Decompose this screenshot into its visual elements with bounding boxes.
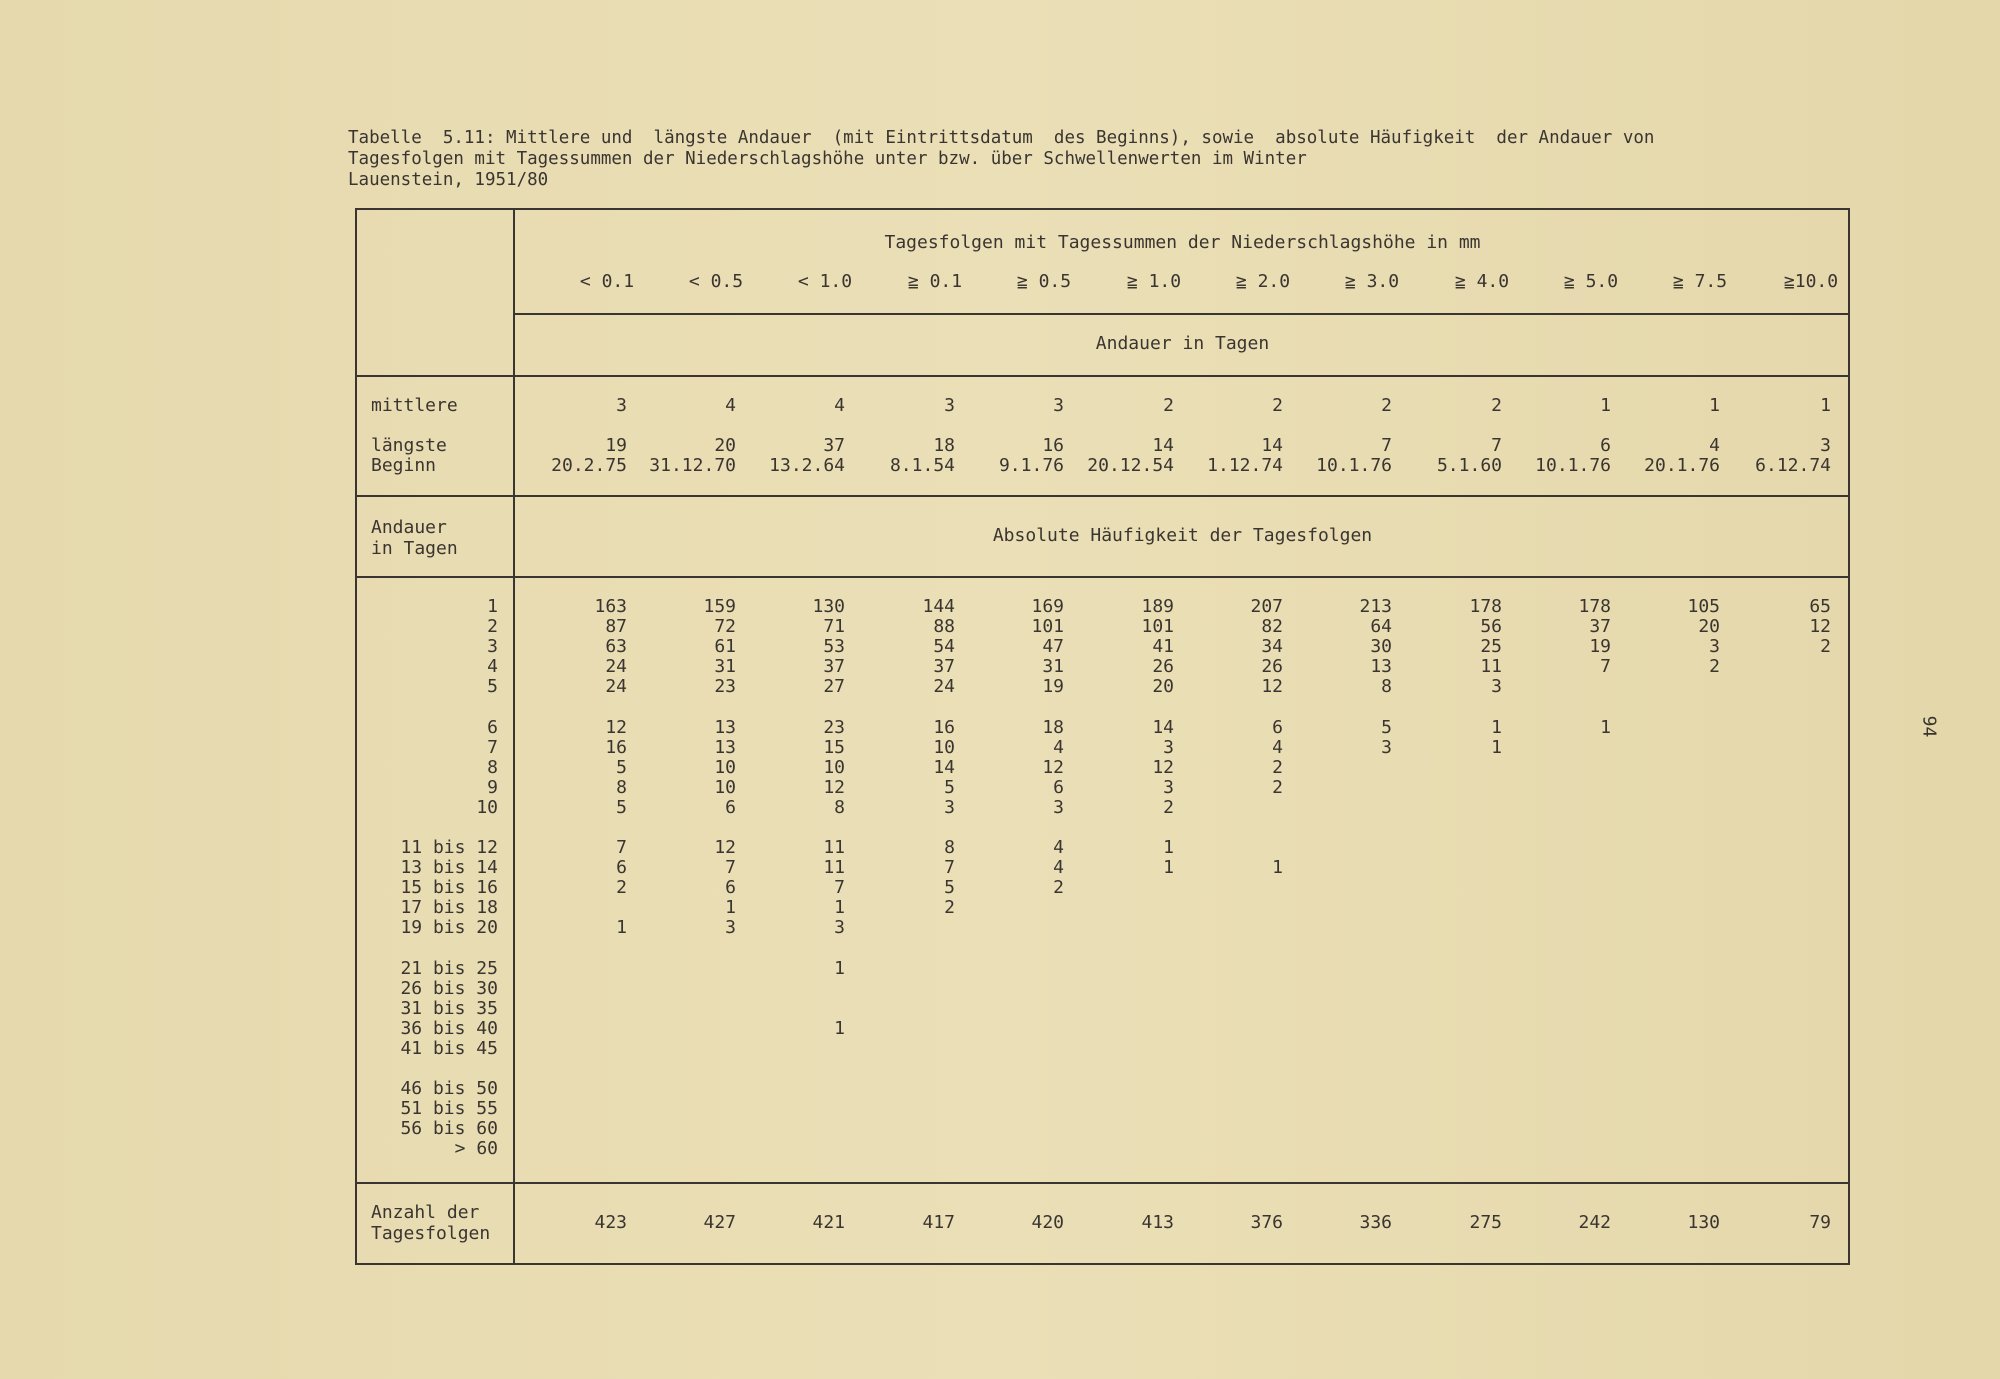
freq-cell: 61 <box>714 636 736 658</box>
laengste-label: längste <box>371 435 447 456</box>
freq-row-label: 36 bis 40 <box>400 1017 498 1039</box>
freq-row-label: 1 <box>487 596 498 617</box>
freq-cell: 24 <box>605 656 627 678</box>
freq-cell: 30 <box>1370 636 1392 658</box>
freq-cell: 65 <box>1809 596 1831 617</box>
freq-cell: 3 <box>1163 736 1174 758</box>
freq-cell: 11 <box>1480 656 1502 678</box>
freq-cell: 213 <box>1359 596 1392 617</box>
freq-cell: 3 <box>1053 796 1064 818</box>
freq-row-label: 4 <box>487 656 498 678</box>
total-value: 376 <box>1250 1212 1283 1233</box>
group-title: Tagesfolgen mit Tagessummen der Niederschlagshöhe in mm <box>884 232 1481 253</box>
freq-row-label: 46 bis 50 <box>400 1078 498 1099</box>
mittlere-value: 3 <box>944 395 955 416</box>
freq-cell: 12 <box>1042 756 1064 778</box>
freq-cell: 3 <box>1709 636 1720 658</box>
laengste-value: 14 <box>1261 435 1283 456</box>
freq-cell: 24 <box>605 676 627 698</box>
freq-row-label: 7 <box>487 736 498 758</box>
freq-cell: 1 <box>616 917 627 939</box>
mittlere-label: mittlere <box>371 395 458 416</box>
freq-cell: 2 <box>1163 796 1174 818</box>
freq-cell: 16 <box>933 716 955 738</box>
freq-cell: 105 <box>1687 596 1720 617</box>
total-value: 79 <box>1809 1212 1831 1233</box>
freq-cell: 1 <box>1272 857 1283 879</box>
freq-row-label: 17 bis 18 <box>400 897 498 919</box>
freq-cell: 88 <box>933 616 955 638</box>
freq-cell: 2 <box>616 877 627 899</box>
freq-cell: 3 <box>944 796 955 818</box>
mittlere-value: 3 <box>616 395 627 416</box>
freq-cell: 1 <box>725 897 736 919</box>
freq-cell: 7 <box>834 877 845 899</box>
freq-cell: 2 <box>1272 756 1283 778</box>
freq-cell: 101 <box>1141 616 1174 638</box>
freq-cell: 5 <box>616 796 627 818</box>
freq-cell: 82 <box>1261 616 1283 638</box>
freq-cell: 2 <box>1053 877 1064 899</box>
total-value: 336 <box>1359 1212 1392 1233</box>
freq-cell: 14 <box>933 756 955 778</box>
freq-row-label: 11 bis 12 <box>400 837 498 858</box>
freq-cell: 163 <box>594 596 627 617</box>
freq-cell: 7 <box>725 857 736 879</box>
freq-row-label: 26 bis 30 <box>400 977 498 999</box>
threshold-header: ≧ 7.5 <box>1672 271 1728 292</box>
laengste-value: 37 <box>823 435 845 456</box>
freq-cell: 3 <box>834 917 845 939</box>
threshold-header: ≧ 0.5 <box>1016 271 1072 292</box>
freq-cell: 12 <box>1809 616 1831 638</box>
freq-row-label: 9 <box>487 776 498 798</box>
freq-cell: 13 <box>714 736 736 758</box>
total-value: 275 <box>1469 1212 1502 1233</box>
freq-cell: 3 <box>1491 676 1502 698</box>
freq-cell: 31 <box>1042 656 1064 678</box>
freq-cell: 13 <box>1370 656 1392 678</box>
laengste-value: 19 <box>605 435 627 456</box>
freq-cell: 15 <box>823 736 845 758</box>
freq-cell: 16 <box>605 736 627 758</box>
freq-cell: 56 <box>1480 616 1502 638</box>
table-caption <box>348 128 1858 191</box>
freq-cell: 1 <box>1491 716 1502 738</box>
freq-cell: 87 <box>605 616 627 638</box>
laengste-value: 20 <box>714 435 736 456</box>
freq-cell: 23 <box>714 676 736 698</box>
freq-cell: 37 <box>933 656 955 678</box>
freq-cell: 12 <box>1152 756 1174 778</box>
freq-row-label: 56 bis 60 <box>400 1118 498 1140</box>
freq-cell: 178 <box>1578 596 1611 617</box>
freq-cell: 14 <box>1152 716 1174 738</box>
mittlere-value: 1 <box>1600 395 1611 416</box>
total-value: 421 <box>812 1212 845 1233</box>
freq-cell: 12 <box>605 716 627 738</box>
freq-cell: 47 <box>1042 636 1064 658</box>
freq-cell: 6 <box>1053 776 1064 798</box>
freq-cell: 159 <box>703 596 736 617</box>
freq-cell: 178 <box>1469 596 1502 617</box>
freq-cell: 25 <box>1480 636 1502 658</box>
andauer-divider <box>357 375 1848 377</box>
freq-cell: 12 <box>823 776 845 798</box>
freq-cell: 2 <box>1820 636 1831 658</box>
freq-header-divider <box>357 576 1848 578</box>
beginn-date: 20.12.54 <box>1087 455 1174 476</box>
freq-cell: 189 <box>1141 596 1174 617</box>
totals-divider <box>357 1182 1848 1184</box>
freq-cell: 6 <box>725 796 736 818</box>
freq-cell: 5 <box>944 877 955 899</box>
threshold-header: ≧ 0.1 <box>907 271 963 292</box>
freq-cell: 8 <box>1381 676 1392 698</box>
threshold-header: ≧ 2.0 <box>1235 271 1291 292</box>
freq-cell: 26 <box>1261 656 1283 678</box>
column-divider <box>513 210 515 1263</box>
laengste-value: 6 <box>1600 435 1611 456</box>
caption-line-1: Tabelle 5.11: Mittlere und längste Andauer (mit Eintrittsdatum des Beginns), sowie absolute Häufigkeit der Andauer von <box>348 128 1655 148</box>
beginn-date: 20.1.76 <box>1644 455 1720 476</box>
freq-cell: 1 <box>834 957 845 979</box>
mittlere-value: 2 <box>1491 395 1502 416</box>
laengste-value: 14 <box>1152 435 1174 456</box>
freq-cell: 13 <box>714 716 736 738</box>
total-value: 427 <box>703 1212 736 1233</box>
andauer-title: Andauer in Tagen <box>1095 333 1270 354</box>
freq-cell: 101 <box>1031 616 1064 638</box>
beginn-date: 5.1.60 <box>1436 455 1502 476</box>
threshold-header: < 0.1 <box>579 271 635 292</box>
totals-label <box>371 1202 490 1244</box>
freq-cell: 169 <box>1031 596 1064 617</box>
freq-cell: 8 <box>616 776 627 798</box>
freq-cell: 7 <box>1600 656 1611 678</box>
total-value: 423 <box>594 1212 627 1233</box>
freq-row-label: 31 bis 35 <box>400 997 498 1019</box>
beginn-date: 31.12.70 <box>649 455 736 476</box>
freq-row-label: 8 <box>487 756 498 778</box>
freq-cell: 71 <box>823 616 845 638</box>
freq-row-label: 15 bis 16 <box>400 877 498 899</box>
freq-cell: 3 <box>1381 736 1392 758</box>
freq-cell: 11 <box>823 837 845 858</box>
freq-cell: 10 <box>823 756 845 778</box>
page-number: 94 <box>1918 715 1940 738</box>
freq-row-header-line-2: in Tagen <box>371 538 458 559</box>
freq-cell: 41 <box>1152 636 1174 658</box>
freq-cell: 31 <box>714 656 736 678</box>
freq-cell: 7 <box>616 837 627 858</box>
freq-cell: 1 <box>1491 736 1502 758</box>
laengste-value: 7 <box>1381 435 1392 456</box>
total-value: 413 <box>1141 1212 1174 1233</box>
freq-cell: 72 <box>714 616 736 638</box>
freq-cell: 207 <box>1250 596 1283 617</box>
caption-line-2: Tagesfolgen mit Tagessummen der Niederschlagshöhe unter bzw. über Schwellenwerten im Winter <box>348 149 1307 169</box>
freq-cell: 5 <box>616 756 627 778</box>
threshold-header: ≧10.0 <box>1783 271 1839 292</box>
freq-cell: 19 <box>1589 636 1611 658</box>
freq-cell: 12 <box>1261 676 1283 698</box>
freq-row-label: 5 <box>487 676 498 698</box>
freq-cell: 34 <box>1261 636 1283 658</box>
freq-row-label: > 60 <box>454 1138 498 1160</box>
data-table <box>355 208 1850 1265</box>
total-value: 420 <box>1031 1212 1064 1233</box>
mittlere-value: 1 <box>1820 395 1831 416</box>
threshold-header: ≧ 5.0 <box>1563 271 1619 292</box>
laengste-value: 7 <box>1491 435 1502 456</box>
freq-cell: 6 <box>616 857 627 879</box>
mittlere-value: 4 <box>725 395 736 416</box>
totals-label-line-2: Tagesfolgen <box>371 1223 491 1244</box>
freq-cell: 26 <box>1152 656 1174 678</box>
freq-row-label: 19 bis 20 <box>400 917 498 939</box>
beginn-date: 20.2.75 <box>551 455 627 476</box>
freq-cell: 18 <box>1042 716 1064 738</box>
beginn-date: 8.1.54 <box>889 455 955 476</box>
threshold-header: < 0.5 <box>688 271 744 292</box>
freq-row-label: 41 bis 45 <box>400 1037 498 1059</box>
laengste-value: 3 <box>1820 435 1831 456</box>
beginn-date: 13.2.64 <box>769 455 845 476</box>
freq-cell: 1 <box>834 1017 845 1039</box>
mittlere-value: 2 <box>1163 395 1174 416</box>
freq-cell: 64 <box>1370 616 1392 638</box>
beginn-date: 10.1.76 <box>1316 455 1392 476</box>
laengste-value: 18 <box>933 435 955 456</box>
freq-cell: 5 <box>1381 716 1392 738</box>
freq-cell: 1 <box>1600 716 1611 738</box>
mittlere-value: 2 <box>1272 395 1283 416</box>
mittlere-value: 2 <box>1381 395 1392 416</box>
freq-row-label: 51 bis 55 <box>400 1098 498 1120</box>
freq-row-header-line-1: Andauer <box>371 517 447 538</box>
total-value: 417 <box>922 1212 955 1233</box>
freq-cell: 1 <box>834 897 845 919</box>
freq-cell: 6 <box>1272 716 1283 738</box>
header-divider <box>513 313 1848 315</box>
freq-cell: 4 <box>1053 736 1064 758</box>
beginn-date: 1.12.74 <box>1207 455 1283 476</box>
beginn-date: 6.12.74 <box>1755 455 1831 476</box>
freq-cell: 20 <box>1152 676 1174 698</box>
freq-cell: 10 <box>714 756 736 778</box>
total-value: 242 <box>1578 1212 1611 1233</box>
freq-cell: 3 <box>725 917 736 939</box>
totals-label-line-1: Anzahl der <box>371 1202 480 1223</box>
freq-cell: 4 <box>1272 736 1283 758</box>
beginn-date: 10.1.76 <box>1535 455 1611 476</box>
freq-cell: 19 <box>1042 676 1064 698</box>
freq-cell: 2 <box>944 897 955 919</box>
freq-cell: 2 <box>1709 656 1720 678</box>
freq-row-label: 2 <box>487 616 498 638</box>
freq-row-label: 10 <box>476 796 498 818</box>
freq-cell: 10 <box>933 736 955 758</box>
freq-cell: 6 <box>725 877 736 899</box>
freq-cell: 8 <box>834 796 845 818</box>
freq-cell: 27 <box>823 676 845 698</box>
beginn-date: 9.1.76 <box>998 455 1064 476</box>
laengste-value: 16 <box>1042 435 1064 456</box>
freq-cell: 5 <box>944 776 955 798</box>
mittlere-value: 1 <box>1709 395 1720 416</box>
threshold-header: ≧ 1.0 <box>1126 271 1182 292</box>
freq-row-label: 3 <box>487 636 498 658</box>
freq-cell: 8 <box>944 837 955 858</box>
freq-cell: 7 <box>944 857 955 879</box>
caption-line-3: Lauenstein, 1951/80 <box>348 170 549 190</box>
freq-cell: 2 <box>1272 776 1283 798</box>
freq-cell: 144 <box>922 596 955 617</box>
freq-cell: 4 <box>1053 857 1064 879</box>
beginn-label: Beginn <box>371 455 437 476</box>
freq-cell: 11 <box>823 857 845 879</box>
freq-cell: 1 <box>1163 837 1174 858</box>
threshold-header: ≧ 3.0 <box>1344 271 1400 292</box>
threshold-header: < 1.0 <box>797 271 853 292</box>
freq-cell: 130 <box>812 596 845 617</box>
freq-cell: 63 <box>605 636 627 658</box>
freq-cell: 1 <box>1163 857 1174 879</box>
mittlere-value: 3 <box>1053 395 1064 416</box>
freq-cell: 37 <box>823 656 845 678</box>
total-value: 130 <box>1687 1212 1720 1233</box>
freq-cell: 3 <box>1163 776 1174 798</box>
freq-cell: 53 <box>823 636 845 658</box>
freq-cell: 23 <box>823 716 845 738</box>
freq-cell: 10 <box>714 776 736 798</box>
freq-cell: 54 <box>933 636 955 658</box>
freq-row-label: 6 <box>487 716 498 738</box>
freq-cell: 12 <box>714 837 736 858</box>
freq-row-label: 21 bis 25 <box>400 957 498 979</box>
freq-cell: 20 <box>1698 616 1720 638</box>
mittlere-value: 4 <box>834 395 845 416</box>
freq-row-header <box>371 517 458 559</box>
freq-cell: 37 <box>1589 616 1611 638</box>
stats-divider <box>357 495 1848 497</box>
freq-cell: 24 <box>933 676 955 698</box>
threshold-header: ≧ 4.0 <box>1454 271 1510 292</box>
laengste-value: 4 <box>1709 435 1720 456</box>
freq-cell: 4 <box>1053 837 1064 858</box>
freq-row-label: 13 bis 14 <box>400 857 498 879</box>
freq-title: Absolute Häufigkeit der Tagesfolgen <box>992 525 1373 546</box>
